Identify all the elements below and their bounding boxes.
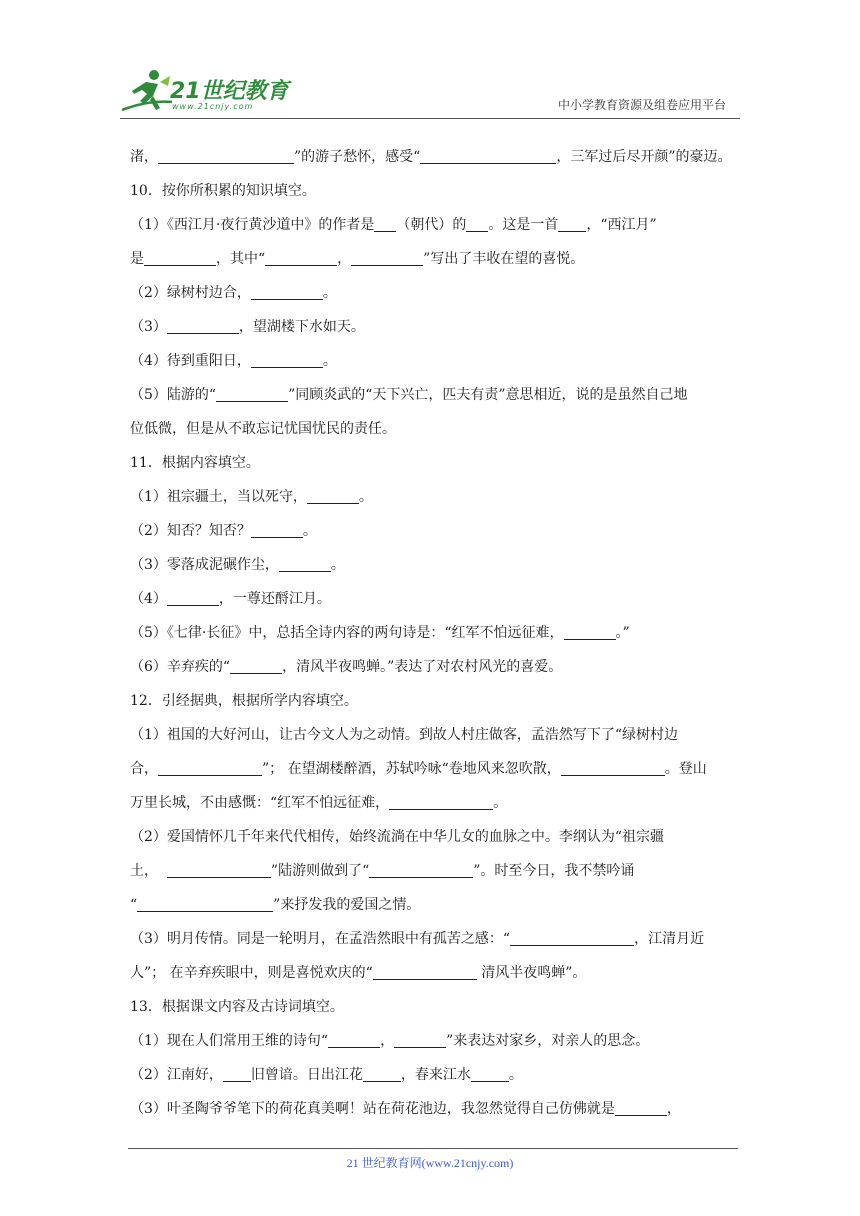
answer-blank[interactable] xyxy=(561,759,665,776)
footer-divider xyxy=(128,1148,738,1149)
text: （1）祖宗疆土，当以死守， xyxy=(130,489,307,505)
text: 万里长城，不由感慨：“红军不怕远征难， xyxy=(130,795,390,811)
question-heading: 13．根据课文内容及古诗词填空。 xyxy=(130,999,344,1015)
text: 。 xyxy=(330,557,345,573)
answer-blank[interactable] xyxy=(230,657,282,674)
text: ，江清月近 xyxy=(634,931,705,947)
text-line xyxy=(130,310,736,344)
text: ，春来江水 xyxy=(400,1067,471,1083)
text: 。 xyxy=(358,489,373,505)
question-heading: 10．按你所积累的知识填空。 xyxy=(130,183,316,199)
answer-blank[interactable] xyxy=(167,861,271,878)
text: （4）待到重阳日， xyxy=(130,353,251,369)
text: （2）知否？知否？ xyxy=(130,523,251,539)
text-line xyxy=(130,548,736,582)
text: 人”； 在辛弃疾眼中，则是喜悦欢庆的“ xyxy=(130,965,373,981)
text: （2）绿树村边合， xyxy=(130,285,251,301)
answer-blank[interactable] xyxy=(167,317,239,334)
document-body xyxy=(130,140,736,1126)
text-line xyxy=(130,140,736,174)
text: （3）零落成泥碾作尘， xyxy=(130,557,279,573)
answer-blank[interactable] xyxy=(251,283,323,300)
answer-blank[interactable] xyxy=(471,1065,509,1082)
answer-blank[interactable] xyxy=(144,249,216,266)
answer-blank[interactable] xyxy=(363,1065,401,1082)
text: ”写出了丰收在望的喜悦。 xyxy=(423,251,585,267)
answer-blank[interactable] xyxy=(564,623,616,640)
text: （1）《西江月·夜行黄沙道中》的作者是 xyxy=(130,217,375,233)
text: 。 xyxy=(322,285,337,301)
text: 。 xyxy=(322,353,337,369)
answer-blank[interactable] xyxy=(369,861,473,878)
text: 渚， xyxy=(130,149,158,165)
text: （3）明月传情。同是一轮明月，在孟浩然眼中有孤苦之感：“ xyxy=(130,931,511,947)
text-line xyxy=(130,888,736,922)
answer-blank[interactable] xyxy=(510,929,634,946)
answer-blank[interactable] xyxy=(466,215,488,232)
text: ，其中“ xyxy=(216,251,266,267)
text: ，三军过后尽开颜”的豪迈。 xyxy=(556,149,732,165)
answer-blank[interactable] xyxy=(251,521,303,538)
text: （5）陆游的“ xyxy=(130,387,217,403)
text: ， xyxy=(666,1101,681,1117)
footer-link[interactable]: 21 世纪教育网(www.21cnjy.com) xyxy=(346,1156,514,1170)
text: ”陆游则做到了“ xyxy=(270,863,370,879)
text-line: （1）祖国的大好河山，让古今文人为之动情。到故人村庄做客，孟浩然写下了“绿树村边 xyxy=(130,727,679,743)
answer-blank[interactable] xyxy=(216,385,288,402)
text-line xyxy=(130,1024,736,1058)
answer-blank[interactable] xyxy=(389,793,493,810)
text: （朝代）的 xyxy=(396,217,467,233)
text-line xyxy=(130,616,736,650)
text-line xyxy=(130,1058,736,1092)
text: 旧曾谙。日出江花 xyxy=(250,1067,363,1083)
answer-blank[interactable] xyxy=(558,215,586,232)
text: 。” xyxy=(615,625,630,641)
logo-text: 21世纪教育 xyxy=(170,79,289,104)
text: （5）《七律·长征》中，总括全诗内容的两句诗是：“红军不怕远征难， xyxy=(130,625,564,641)
text: ”。时至今日，我不禁吟诵 xyxy=(473,863,635,879)
text-line xyxy=(130,1092,736,1126)
text: ”同顾炎武的“天下兴亡，匹夫有责”意思相近，说的是虽然自己地 xyxy=(288,387,688,403)
text-line xyxy=(130,650,736,684)
answer-blank[interactable] xyxy=(158,759,262,776)
answer-blank[interactable] xyxy=(328,1031,380,1048)
text-line xyxy=(130,514,736,548)
text-line xyxy=(130,208,736,242)
text: 土， xyxy=(130,863,158,879)
text-line xyxy=(130,956,736,990)
answer-blank[interactable] xyxy=(279,555,331,572)
text: 。这是一首 xyxy=(488,217,559,233)
text-line xyxy=(130,242,736,276)
text-line xyxy=(130,922,736,956)
answer-blank[interactable] xyxy=(167,589,219,606)
text: ”来抒发我的爱国之情。 xyxy=(273,897,421,913)
logo-url: www.21cnjy.com xyxy=(172,102,254,111)
runner-logo-icon xyxy=(120,66,176,116)
text: ”； 在望湖楼醉酒，苏轼吟咏“卷地风来忽吹散， xyxy=(262,761,561,777)
text: ，“西江月” xyxy=(586,217,657,233)
answer-blank[interactable] xyxy=(265,249,337,266)
text: “ xyxy=(130,897,138,913)
text: 。 xyxy=(302,523,317,539)
text-line xyxy=(130,378,736,412)
text: ”的游子愁怀，感受“ xyxy=(294,149,421,165)
text-line xyxy=(130,854,736,888)
text-line: （2）爱国情怀几千年来代代相传，始终流淌在中华儿女的血脉之中。李纲认为“祖宗疆 xyxy=(130,829,665,845)
text: （4） xyxy=(130,591,167,607)
answer-blank[interactable] xyxy=(615,1099,667,1116)
page-header xyxy=(120,64,740,120)
text: （1）现在人们常用王维的诗句“ xyxy=(130,1033,329,1049)
site-logo[interactable] xyxy=(120,66,310,116)
answer-blank[interactable] xyxy=(394,1031,446,1048)
text-line: 位低微，但是从不敢忘记忧国忧民的责任。 xyxy=(130,421,396,437)
text: ”来表达对家乡，对亲人的思念。 xyxy=(446,1033,650,1049)
header-divider xyxy=(120,118,740,119)
platform-title: 中小学教育资源及组卷应用平台 xyxy=(557,98,726,112)
answer-blank[interactable] xyxy=(251,351,323,368)
text-line xyxy=(130,582,736,616)
text: 是 xyxy=(130,251,144,267)
answer-blank[interactable] xyxy=(307,487,359,504)
text: （6）辛弃疾的“ xyxy=(130,659,231,675)
answer-blank[interactable] xyxy=(137,895,273,912)
text-line xyxy=(130,276,736,310)
answer-blank[interactable] xyxy=(373,963,477,980)
text: ，望湖楼下水如天。 xyxy=(238,319,365,335)
text: ，一尊还酹江月。 xyxy=(218,591,331,607)
text-line xyxy=(130,786,736,820)
text: 。 xyxy=(508,1067,523,1083)
text: （3） xyxy=(130,319,167,335)
text-line xyxy=(130,344,736,378)
answer-blank[interactable] xyxy=(374,215,396,232)
text: 清风半夜鸣蝉”。 xyxy=(476,965,587,981)
answer-blank[interactable] xyxy=(223,1065,251,1082)
answer-blank[interactable] xyxy=(158,147,294,164)
text: 合， xyxy=(130,761,158,777)
text: （2）江南好， xyxy=(130,1067,223,1083)
text: ，清风半夜鸣蝉。”表达了对农村风光的喜爱。 xyxy=(282,659,563,675)
answer-blank[interactable] xyxy=(420,147,556,164)
text: ， xyxy=(337,251,352,267)
question-heading: 11．根据内容填空。 xyxy=(130,455,260,471)
text: 。登山 xyxy=(664,761,707,777)
text-line xyxy=(130,752,736,786)
text: 。 xyxy=(493,795,508,811)
text-line xyxy=(130,480,736,514)
question-heading: 12．引经据典，根据所学内容填空。 xyxy=(130,693,358,709)
text: （3）叶圣陶爷爷笔下的荷花真美啊！站在荷花池边，我忽然觉得自己仿佛就是 xyxy=(130,1101,615,1117)
text: ， xyxy=(380,1033,395,1049)
answer-blank[interactable] xyxy=(351,249,423,266)
